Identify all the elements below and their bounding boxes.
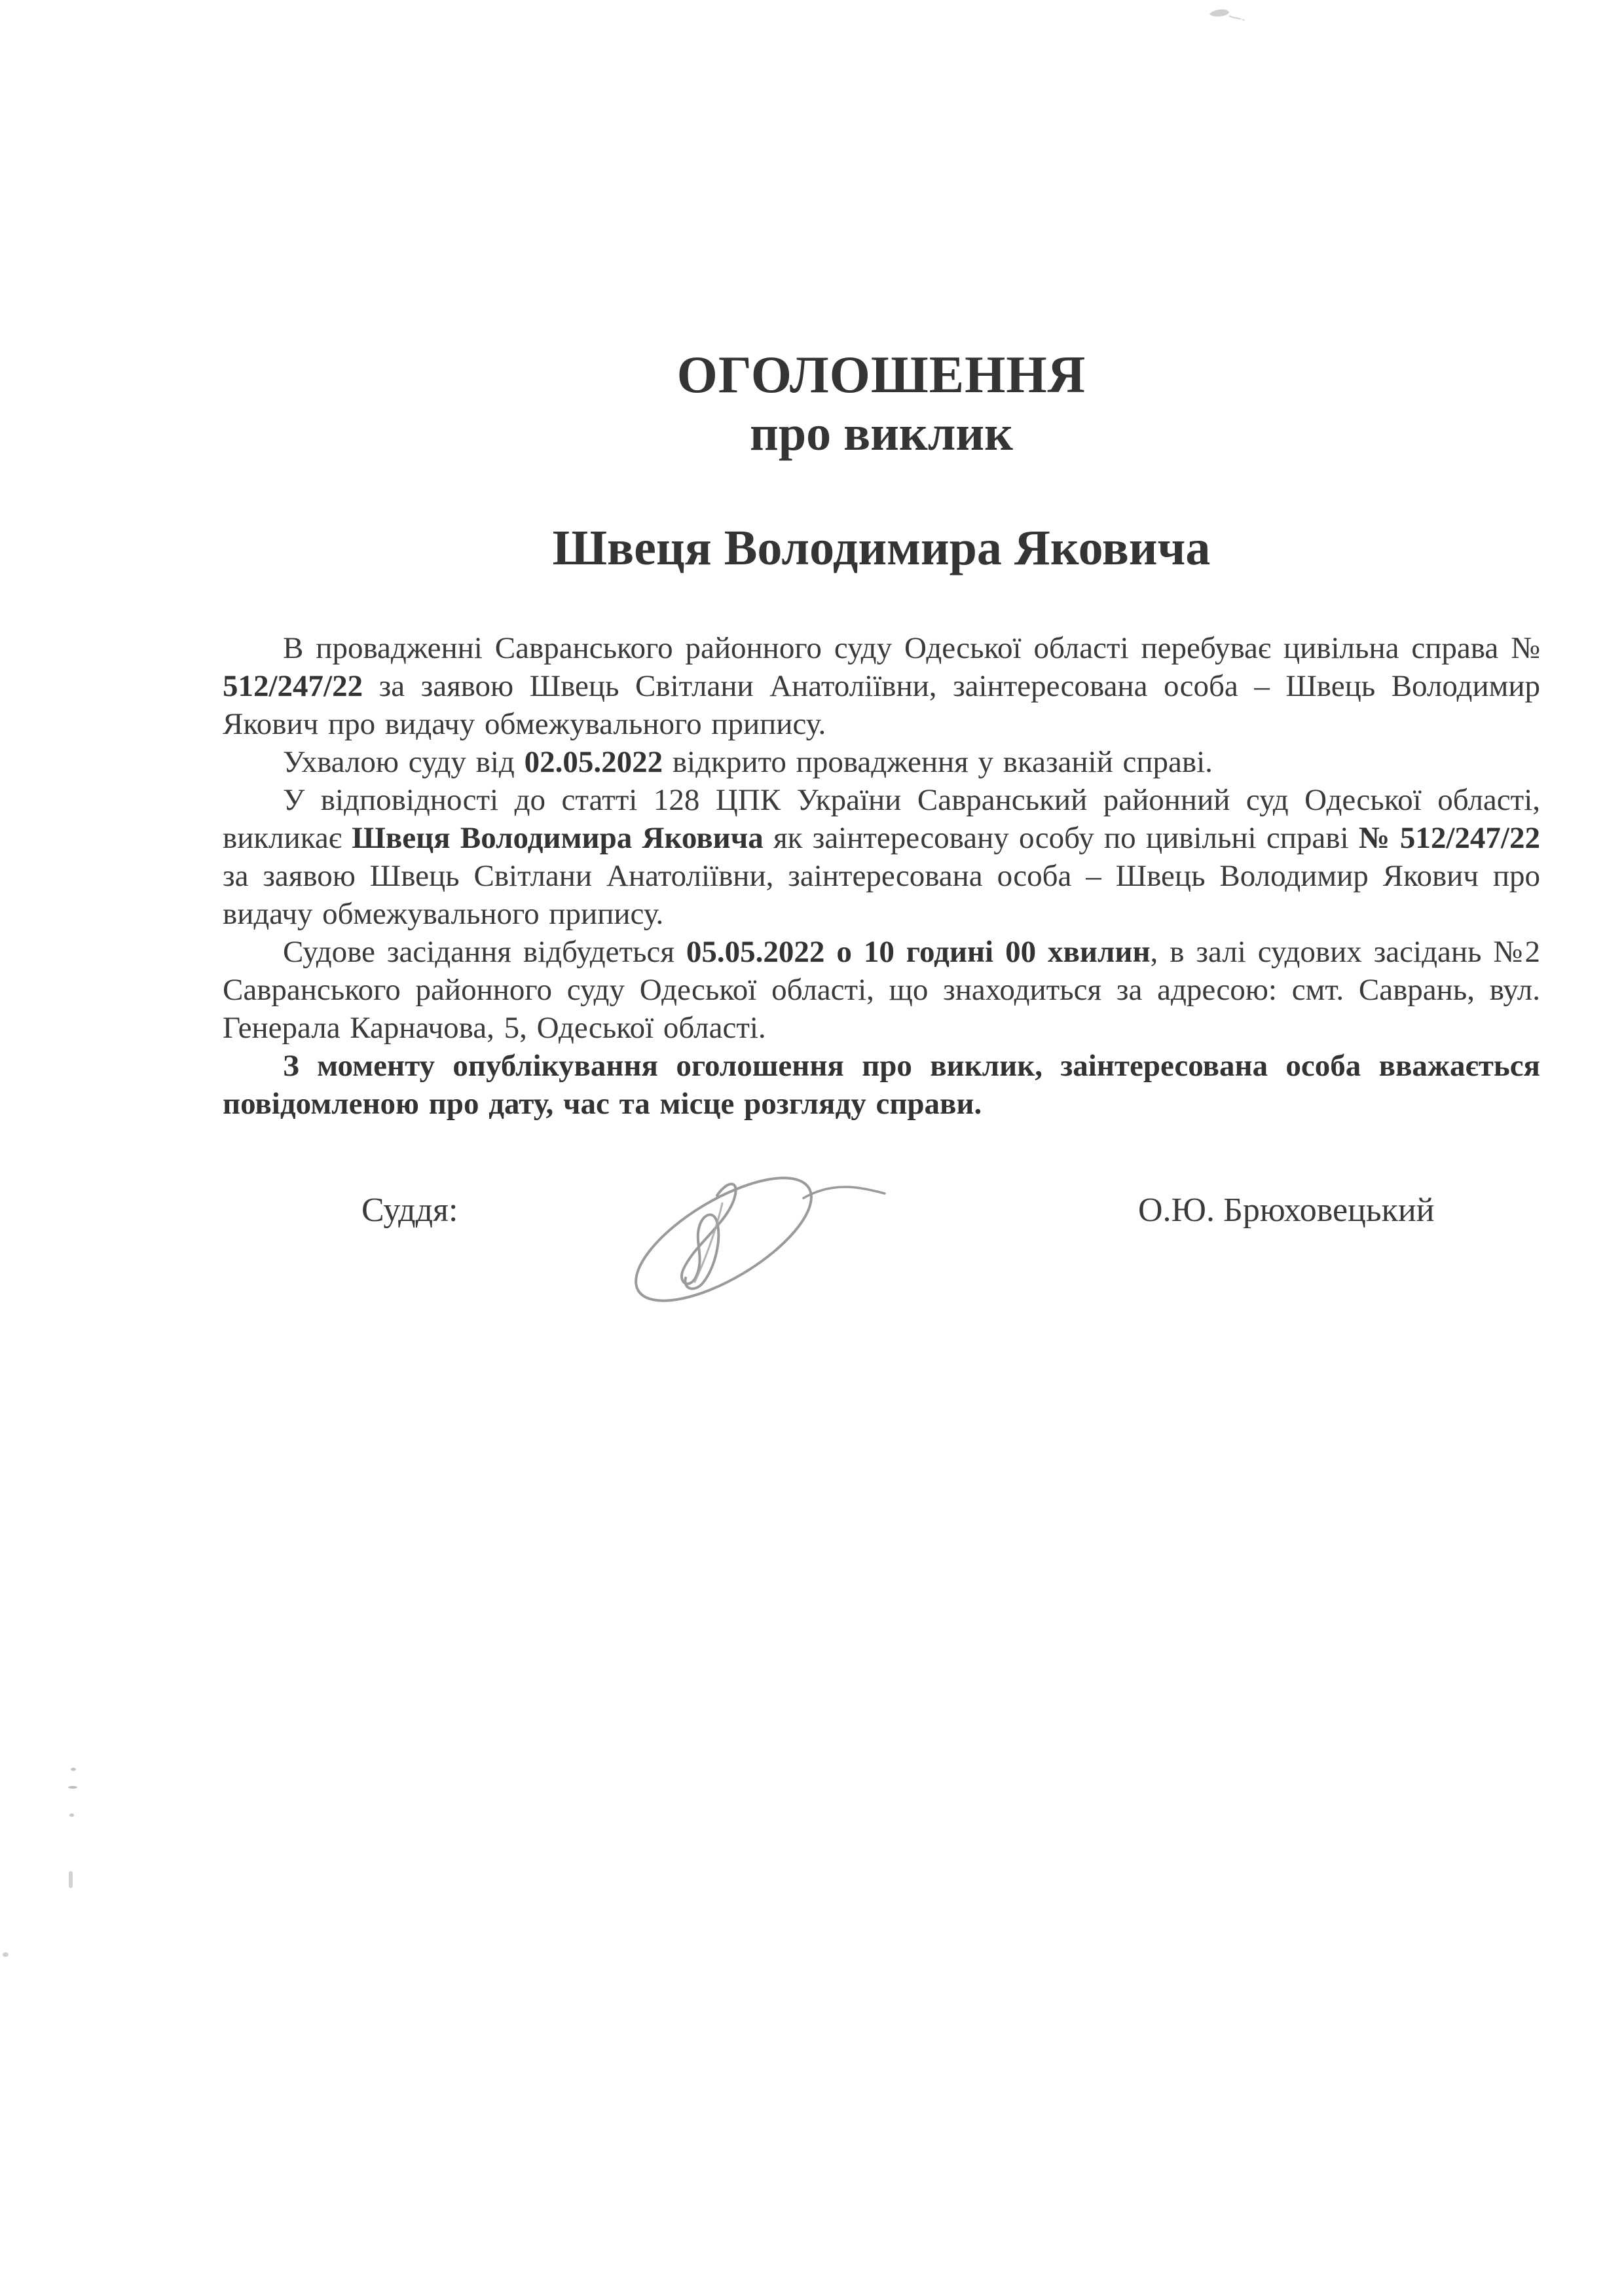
document-paragraph: [223, 933, 1540, 1047]
judge-name: О.Ю. Брюховецький: [1138, 1192, 1435, 1229]
text-segment: Судове засідання відбудеться: [283, 935, 686, 969]
scan-speck: [69, 1871, 73, 1888]
text-segment: відкрито провадження у вказаній справі.: [663, 745, 1213, 779]
bold-text-segment: Швеця Володимира Яковича: [352, 821, 764, 855]
document-paragraph: [223, 629, 1540, 743]
bold-text-segment: 02.05.2022: [524, 745, 663, 779]
judge-label: Суддя:: [361, 1192, 458, 1229]
scan-smudge-icon: [1207, 7, 1246, 24]
document-paragraph: [223, 781, 1540, 933]
person-name-title: Швеця Володимира Яковича: [552, 520, 1211, 575]
scan-speck: [69, 1813, 74, 1817]
text-segment: У відповідності до статті 128 ЦПК України Савранський районний суд Одеської області, викликає: [223, 783, 1540, 855]
text-segment: Ухвалою суду від: [283, 745, 525, 779]
scan-speck: [3, 1952, 9, 1957]
document-body: [223, 629, 1540, 1123]
text-segment: , в залі судових засідань №2 Савранського районного суду Одеської області, що знаходиться за адресою: смт. Саврань, вул. Генерала Карначова, 5, Одеської області.: [223, 935, 1540, 1045]
document-paragraph: [223, 1047, 1540, 1123]
document-paragraph: [223, 743, 1540, 781]
text-segment: як заінтересовану особу по цивільні справі: [763, 821, 1359, 855]
announcement-subtitle: про виклик: [750, 406, 1013, 461]
bold-text-segment: № 512/247/22: [1358, 821, 1540, 855]
bold-text-segment: З моменту опублікування оголошення про виклик, заінтересована особа вважається повідомленою про дату, час та місце розгляду справи.: [223, 1049, 1540, 1121]
scan-speck: [68, 1786, 77, 1789]
bold-text-segment: 512/247/22: [223, 669, 363, 703]
text-segment: В провадженні Савранського районного суду Одеської області перебуває цивільна справа №: [283, 631, 1540, 665]
bold-text-segment: 05.05.2022 о 10 годині 00 хвилин: [686, 935, 1151, 969]
text-segment: за заявою Швець Світлани Анатоліївни, заінтересована особа – Швець Володимир Якович про видачу обмежувального припису.: [223, 669, 1540, 741]
judge-signature-icon: [625, 1164, 887, 1305]
scan-speck: [71, 1768, 76, 1771]
text-segment: за заявою Швець Світлани Анатоліївни, заінтересована особа – Швець Володимир Якович про видачу обмежувального припису.: [223, 859, 1540, 931]
announcement-title: ОГОЛОШЕННЯ: [676, 346, 1086, 404]
